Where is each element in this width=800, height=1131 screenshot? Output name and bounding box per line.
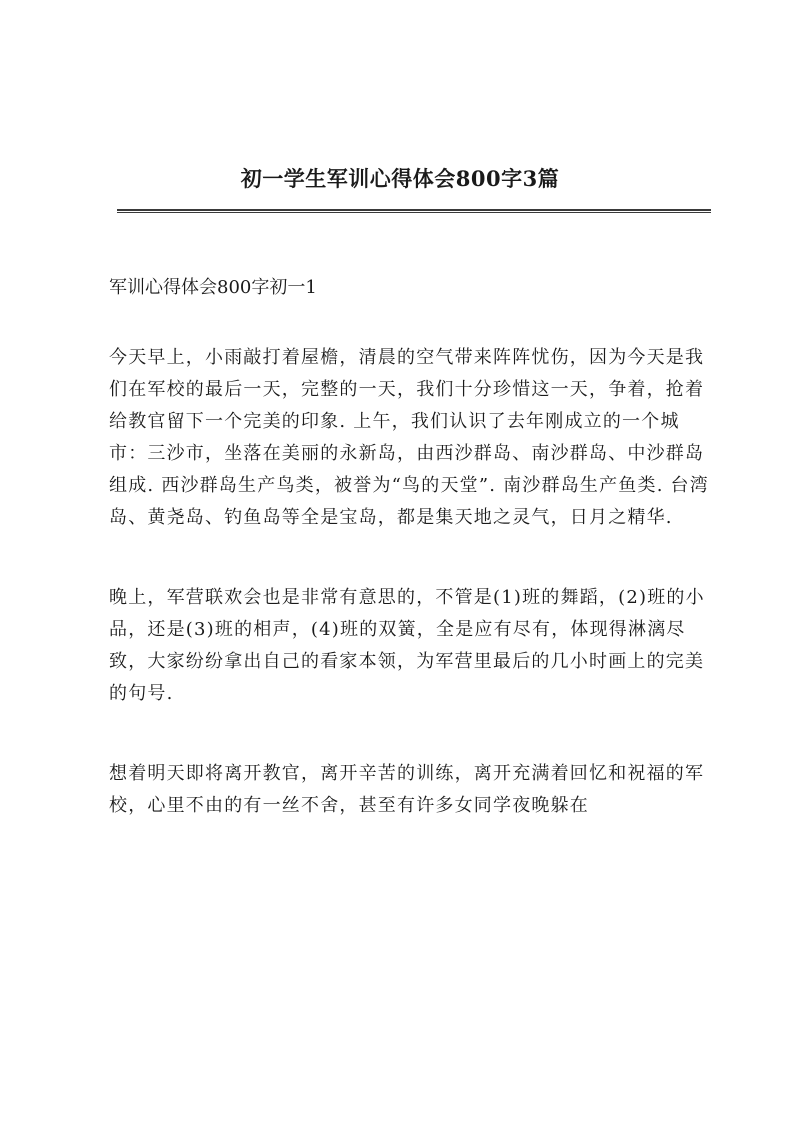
paragraph-3: 想着明天即将离开教官，离开辛苦的训练，离开充满着回忆和祝福的军校，心里不由的有一丝不舍，甚至有许多女同学夜晚躲在	[109, 763, 705, 816]
document-title: 初一学生军训心得体会800字3篇	[240, 166, 560, 191]
document-body	[109, 272, 711, 822]
paragraph-1: 今天早上，小雨敲打着屋檐，清晨的空气带来阵阵忧伤，因为今天是我们在军校的最后一天，完整的一天，我们十分珍惜这一天，争着，抢着给教官留下一个完美的印象. 上午，我们认识了去年刚成立的一个城市：三沙市，坐落在美丽的永新岛，由西沙群岛、南沙群岛、中沙群岛组成. 西沙群岛生产鸟类，被誉为“鸟的天堂”. 南沙群岛生产鱼类. 台湾岛、黄尧岛、钓鱼岛等全是宝岛，都是集天地之灵气，日月之精华.	[109, 347, 709, 528]
section-heading: 军训心得体会800字初一1	[109, 277, 317, 298]
title-divider	[117, 209, 711, 213]
paragraph-2: 晚上，军营联欢会也是非常有意思的，不管是(1)班的舞蹈，(2)班的小品，还是(3)班的相声，(4)班的双簧，全是应有尽有，体现得淋漓尽致，大家纷纷拿出自己的看家本领，为军营里最后的几小时画上的完美的句号.	[109, 587, 705, 704]
